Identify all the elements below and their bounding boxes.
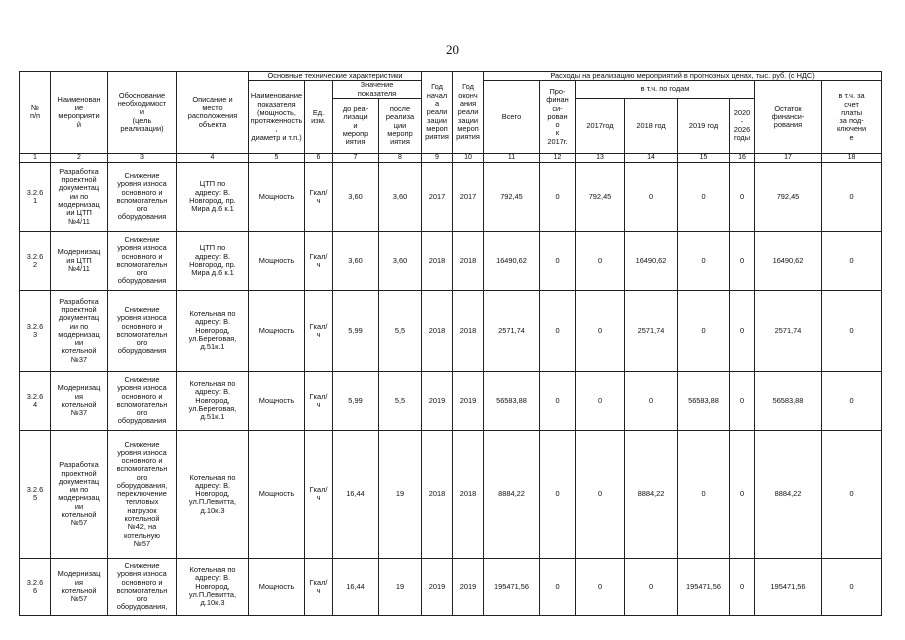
year-start: 2018 bbox=[422, 231, 453, 290]
cost-2020-2026: 0 bbox=[730, 430, 755, 558]
measure-reason: Снижение уровня износа основного и вспомогательн ого оборудования bbox=[108, 162, 177, 231]
connection-fee: 0 bbox=[822, 558, 882, 615]
value-before: 16,44 bbox=[333, 430, 379, 558]
column-number: 3 bbox=[108, 153, 177, 162]
page-number: 20 bbox=[446, 42, 459, 57]
cost-2019: 0 bbox=[678, 231, 730, 290]
financed-2017: 0 bbox=[540, 371, 576, 430]
cost-2019: 195471,56 bbox=[678, 558, 730, 615]
cost-2017: 0 bbox=[576, 231, 625, 290]
cost-2020-2026: 0 bbox=[730, 162, 755, 231]
financed-2017: 0 bbox=[540, 290, 576, 371]
header-years-group: в т.ч. по годам bbox=[576, 81, 755, 99]
row-number: 3.2.6 1 bbox=[20, 162, 51, 231]
object-location: Котельная по адресу: В. Новгород, ул.Береговая, д.51к.1 bbox=[177, 371, 249, 430]
header-value-before: до реа- лизаци и меропр иятия bbox=[333, 98, 379, 153]
cost-2018: 0 bbox=[625, 162, 678, 231]
year-end: 2019 bbox=[453, 371, 484, 430]
year-end: 2017 bbox=[453, 162, 484, 231]
unit-cell: Гкал/ ч bbox=[305, 558, 333, 615]
connection-fee: 0 bbox=[822, 162, 882, 231]
unit-cell: Гкал/ ч bbox=[305, 371, 333, 430]
header-expense-group: Расходы на реализацию мероприятий в прогнозных ценах, тыс. руб. (с НДС) bbox=[484, 72, 882, 81]
header-year-end: Год оконч ания реали зации мероп риятия bbox=[453, 72, 484, 154]
financed-2017: 0 bbox=[540, 430, 576, 558]
header-remaining: Остаток финанси- рования bbox=[755, 81, 822, 154]
value-before: 5,99 bbox=[333, 290, 379, 371]
column-number: 9 bbox=[422, 153, 453, 162]
table-row bbox=[20, 290, 882, 371]
header-location: Описание и место расположения объекта bbox=[177, 72, 249, 154]
financed-2017: 0 bbox=[540, 162, 576, 231]
cost-2019: 0 bbox=[678, 430, 730, 558]
cost-2019: 56583,88 bbox=[678, 371, 730, 430]
measure-reason: Снижение уровня износа основного и вспомогательн ого оборудования bbox=[108, 371, 177, 430]
remaining-financing: 56583,88 bbox=[755, 371, 822, 430]
remaining-financing: 2571,74 bbox=[755, 290, 822, 371]
value-before: 3,60 bbox=[333, 162, 379, 231]
column-number: 1 bbox=[20, 153, 51, 162]
measure-name: Разработка проектной документац ии по модернизац ии ЦТП №4/11 bbox=[51, 162, 108, 231]
header-2020-2026: 2020 - 2026 годы bbox=[730, 98, 755, 153]
total-cost: 2571,74 bbox=[484, 290, 540, 371]
year-start: 2019 bbox=[422, 371, 453, 430]
table-row bbox=[20, 231, 882, 290]
total-cost: 16490,62 bbox=[484, 231, 540, 290]
cost-2017: 0 bbox=[576, 430, 625, 558]
header-reason: Обоснование необходимост и (цель реализации) bbox=[108, 72, 177, 154]
header-unit: Ед. изм. bbox=[305, 81, 333, 154]
row-number: 3.2.6 6 bbox=[20, 558, 51, 615]
measure-name: Модернизац ия котельной №37 bbox=[51, 371, 108, 430]
cost-2020-2026: 0 bbox=[730, 231, 755, 290]
column-number: 15 bbox=[678, 153, 730, 162]
unit-cell: Гкал/ ч bbox=[305, 231, 333, 290]
column-number: 11 bbox=[484, 153, 540, 162]
measure-name: Разработка проектной документац ии по модернизац ии котельной №37 bbox=[51, 290, 108, 371]
object-location: Котельная по адресу: В. Новгород, ул.П.Левитта, д.10к.3 bbox=[177, 430, 249, 558]
object-location: ЦТП по адресу: В. Новгород, пр. Мира д.6 к.1 bbox=[177, 162, 249, 231]
measure-reason: Снижение уровня износа основного и вспомогательн ого оборудования bbox=[108, 231, 177, 290]
year-start: 2019 bbox=[422, 558, 453, 615]
table-row bbox=[20, 430, 882, 558]
column-number: 12 bbox=[540, 153, 576, 162]
indicator-name: Мощность bbox=[249, 371, 305, 430]
object-location: Котельная по адресу: В. Новгород, ул.Береговая, д.51к.1 bbox=[177, 290, 249, 371]
header-financed: Про- финан си- рован о к 2017г. bbox=[540, 81, 576, 154]
object-location: Котельная по адресу: В. Новгород, ул.П.Левитта, д.10к.3 bbox=[177, 558, 249, 615]
row-number: 3.2.6 3 bbox=[20, 290, 51, 371]
value-after: 3,60 bbox=[379, 231, 422, 290]
column-number: 14 bbox=[625, 153, 678, 162]
header-connection-fee: в т.ч. за счет платы за под- ключени е bbox=[822, 81, 882, 154]
measure-reason: Снижение уровня износа основного и вспомогательн ого оборудования, bbox=[108, 558, 177, 615]
cost-2018: 0 bbox=[625, 558, 678, 615]
unit-cell: Гкал/ ч bbox=[305, 290, 333, 371]
header-tech-group: Основные технические характеристики bbox=[249, 72, 422, 81]
total-cost: 792,45 bbox=[484, 162, 540, 231]
connection-fee: 0 bbox=[822, 231, 882, 290]
value-after: 5,5 bbox=[379, 290, 422, 371]
financed-2017: 0 bbox=[540, 231, 576, 290]
column-numbers-row bbox=[20, 153, 882, 162]
financed-2017: 0 bbox=[540, 558, 576, 615]
column-number: 4 bbox=[177, 153, 249, 162]
connection-fee: 0 bbox=[822, 430, 882, 558]
unit-cell: Гкал/ ч bbox=[305, 430, 333, 558]
cost-2019: 0 bbox=[678, 162, 730, 231]
remaining-financing: 8884,22 bbox=[755, 430, 822, 558]
measure-name: Разработка проектной документац ии по модернизац ии котельной №57 bbox=[51, 430, 108, 558]
cost-2019: 0 bbox=[678, 290, 730, 371]
total-cost: 195471,56 bbox=[484, 558, 540, 615]
connection-fee: 0 bbox=[822, 290, 882, 371]
header-2019: 2019 год bbox=[678, 98, 730, 153]
value-after: 3,60 bbox=[379, 162, 422, 231]
cost-2020-2026: 0 bbox=[730, 290, 755, 371]
value-before: 3,60 bbox=[333, 231, 379, 290]
year-end: 2019 bbox=[453, 558, 484, 615]
total-cost: 56583,88 bbox=[484, 371, 540, 430]
table-row bbox=[20, 371, 882, 430]
indicator-name: Мощность bbox=[249, 162, 305, 231]
cost-2017: 0 bbox=[576, 371, 625, 430]
indicator-name: Мощность bbox=[249, 290, 305, 371]
remaining-financing: 16490,62 bbox=[755, 231, 822, 290]
measure-name: Модернизац ия ЦТП №4/11 bbox=[51, 231, 108, 290]
column-number: 2 bbox=[51, 153, 108, 162]
header-value-after: после реализа ции меропр иятия bbox=[379, 98, 422, 153]
column-number: 5 bbox=[249, 153, 305, 162]
column-number: 7 bbox=[333, 153, 379, 162]
value-after: 19 bbox=[379, 558, 422, 615]
remaining-financing: 792,45 bbox=[755, 162, 822, 231]
column-number: 6 bbox=[305, 153, 333, 162]
header-value-group: Значение показателя bbox=[333, 81, 422, 99]
year-start: 2018 bbox=[422, 290, 453, 371]
cost-2020-2026: 0 bbox=[730, 371, 755, 430]
header-2018: 2018 год bbox=[625, 98, 678, 153]
value-before: 5,99 bbox=[333, 371, 379, 430]
year-end: 2018 bbox=[453, 290, 484, 371]
connection-fee: 0 bbox=[822, 371, 882, 430]
value-after: 5,5 bbox=[379, 371, 422, 430]
row-number: 3.2.6 4 bbox=[20, 371, 51, 430]
remaining-financing: 195471,56 bbox=[755, 558, 822, 615]
cost-2017: 792,45 bbox=[576, 162, 625, 231]
column-number: 8 bbox=[379, 153, 422, 162]
cost-2018: 16490,62 bbox=[625, 231, 678, 290]
year-end: 2018 bbox=[453, 430, 484, 558]
column-number: 16 bbox=[730, 153, 755, 162]
cost-2018: 0 bbox=[625, 371, 678, 430]
cost-2017: 0 bbox=[576, 558, 625, 615]
column-number: 10 bbox=[453, 153, 484, 162]
header-year-start: Год начал а реали зации мероп риятия bbox=[422, 72, 453, 154]
year-start: 2017 bbox=[422, 162, 453, 231]
cost-2018: 8884,22 bbox=[625, 430, 678, 558]
column-number: 13 bbox=[576, 153, 625, 162]
table-row bbox=[20, 558, 882, 615]
year-end: 2018 bbox=[453, 231, 484, 290]
cost-2018: 2571,74 bbox=[625, 290, 678, 371]
row-number: 3.2.6 5 bbox=[20, 430, 51, 558]
table-row bbox=[20, 162, 882, 231]
column-number: 18 bbox=[822, 153, 882, 162]
column-number: 17 bbox=[755, 153, 822, 162]
unit-cell: Гкал/ ч bbox=[305, 162, 333, 231]
object-location: ЦТП по адресу: В. Новгород, пр. Мира д.6 к.1 bbox=[177, 231, 249, 290]
measure-reason: Снижение уровня износа основного и вспомогательн ого оборудования bbox=[108, 290, 177, 371]
value-after: 19 bbox=[379, 430, 422, 558]
header-2017: 2017год bbox=[576, 98, 625, 153]
cost-2017: 0 bbox=[576, 290, 625, 371]
total-cost: 8884,22 bbox=[484, 430, 540, 558]
cost-2020-2026: 0 bbox=[730, 558, 755, 615]
indicator-name: Мощность bbox=[249, 231, 305, 290]
header-total: Всего bbox=[484, 81, 540, 154]
header-name: Наименован ие мероприяти й bbox=[51, 72, 108, 154]
row-number: 3.2.6 2 bbox=[20, 231, 51, 290]
indicator-name: Мощность bbox=[249, 430, 305, 558]
value-before: 16,44 bbox=[333, 558, 379, 615]
measure-reason: Снижение уровня износа основного и вспомогательн ого оборудования, переключение тепловых нагрузок котельной №42, на котельную №57 bbox=[108, 430, 177, 558]
year-start: 2018 bbox=[422, 430, 453, 558]
header-indicator: Наименование показателя (мощность, протяженность , диаметр и т.п.) bbox=[249, 81, 305, 154]
measure-name: Модернизац ия котельной №57 bbox=[51, 558, 108, 615]
investment-table bbox=[19, 71, 882, 616]
indicator-name: Мощность bbox=[249, 558, 305, 615]
header-num: № п/п bbox=[20, 72, 51, 154]
